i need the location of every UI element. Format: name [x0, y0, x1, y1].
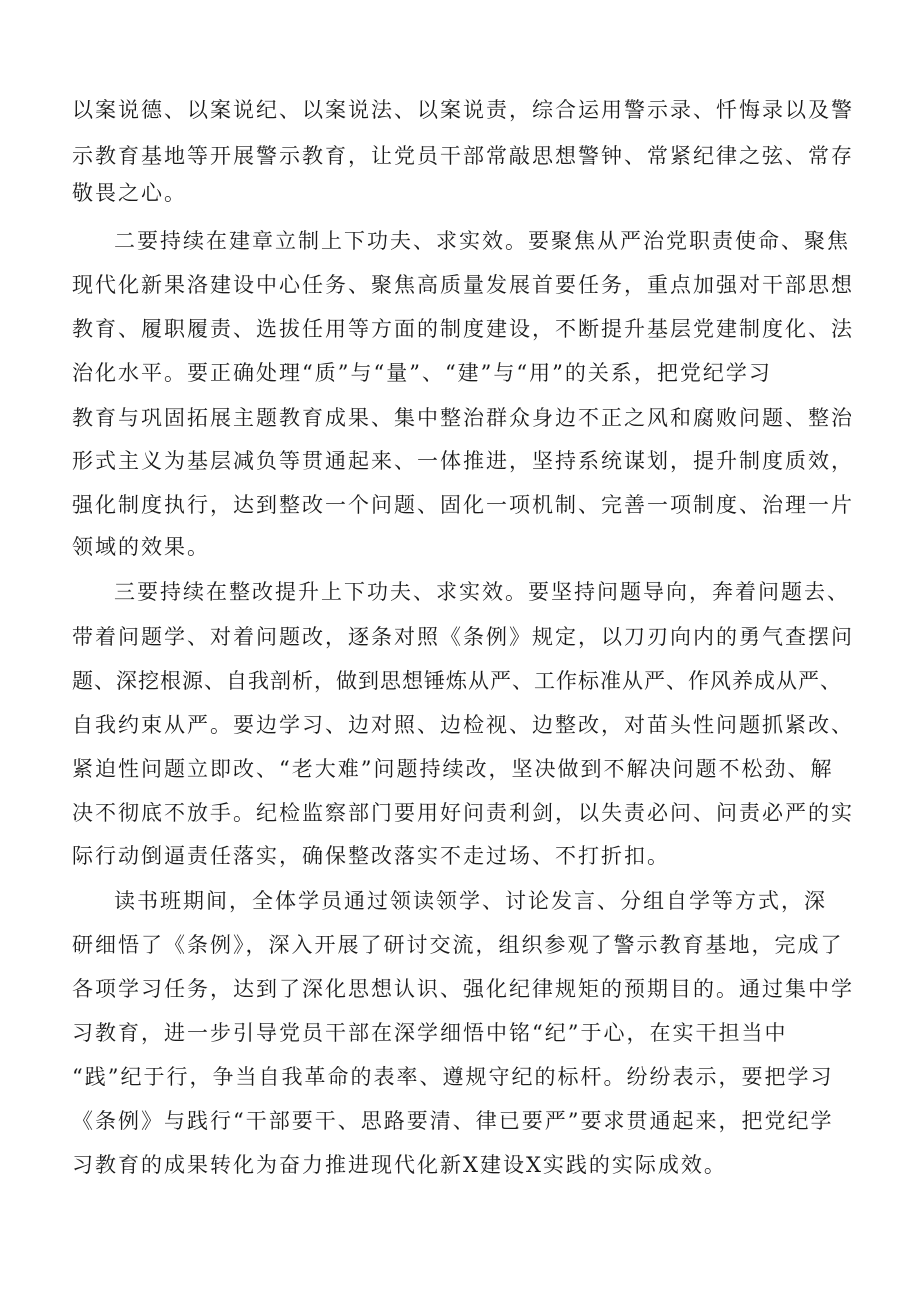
text-line: 治化水平。要正确处理“质”与“量”、“建”与“用”的关系，把党纪学习	[72, 361, 772, 385]
text-line: 教育、履职履责、选拔任用等方面的制度建设，不断提升基层党建制度化、法	[72, 317, 854, 341]
text-line: 际行动倒逼责任落实，确保整改落实不走过场、不打折扣。	[72, 844, 670, 868]
text-line: 决不彻底不放手。纪检监察部门要用好问责利剑，以失责必问、问责必严的实	[72, 801, 854, 825]
text-line: 现代化新果洛建设中心任务、聚焦高质量发展首要任务，重点加强对干部思想	[72, 273, 854, 297]
text-line: 带着问题学、对着问题改，逐条对照《条例》规定，以刀刃向内的勇气查摆问	[72, 625, 854, 649]
text-line: 紧迫性问题立即改、“老大难”问题持续改，坚决做到不解决问题不松劲、解	[72, 757, 834, 781]
text-line: 习教育的成果转化为奋力推进现代化新X建设X实践的实际成效。	[72, 1153, 727, 1177]
text-line: 示教育基地等开展警示教育，让党员干部常敲思想警钟、常紧纪律之弦、常存	[72, 144, 854, 168]
text-line: “践”纪于行，争当自我革命的表率、遵规守纪的标杆。纷纷表示，要把学习	[72, 1065, 834, 1089]
text-line: 各项学习任务，达到了深化思想认识、强化纪律规矩的预期目的。通过集中学	[72, 977, 854, 1001]
text-line: 以案说德、以案说纪、以案说法、以案说责，综合运用警示录、忏悔录以及警	[72, 98, 854, 122]
text-line: 教育与巩固拓展主题教育成果、集中整治群众身边不正之风和腐败问题、整治	[72, 406, 854, 430]
text-line: 题、深挖根源、自我剖析，做到思想锤炼从严、工作标准从严、作风养成从严、	[72, 669, 842, 693]
paragraph-start-line: 三要持续在整改提升上下功夫、求实效。要坚持问题导向，奔着问题去、	[114, 580, 850, 604]
text-line: 强化制度执行，达到整改一个问题、固化一项机制、完善一项制度、治理一片	[72, 493, 854, 517]
text-line: 敬畏之心。	[72, 181, 187, 205]
text-line: 自我约束从严。要边学习、边对照、边检视、边整改，对苗头性问题抓紧改、	[72, 713, 854, 737]
text-line: 《条例》与践行“干部要干、思路要清、律已要严”要求贯通起来，把党纪学	[72, 1109, 834, 1133]
paragraph-start-line: 读书班期间，全体学员通过领读领学、讨论发言、分组自学等方式，深	[114, 889, 827, 913]
paragraph-start-line: 二要持续在建章立制上下功夫、求实效。要聚焦从严治党职责使命、聚焦	[114, 229, 850, 253]
text-line: 形式主义为基层减负等贯通起来、一体推进，坚持系统谋划，提升制度质效，	[72, 449, 854, 473]
text-line: 领域的效果。	[72, 535, 210, 559]
text-line: 研细悟了《条例》，深入开展了研讨交流，组织参观了警示教育基地，完成了	[72, 933, 844, 957]
text-line: 习教育，进一步引导党员干部在深学细悟中铭“纪”于心，在实干担当中	[72, 1021, 788, 1045]
